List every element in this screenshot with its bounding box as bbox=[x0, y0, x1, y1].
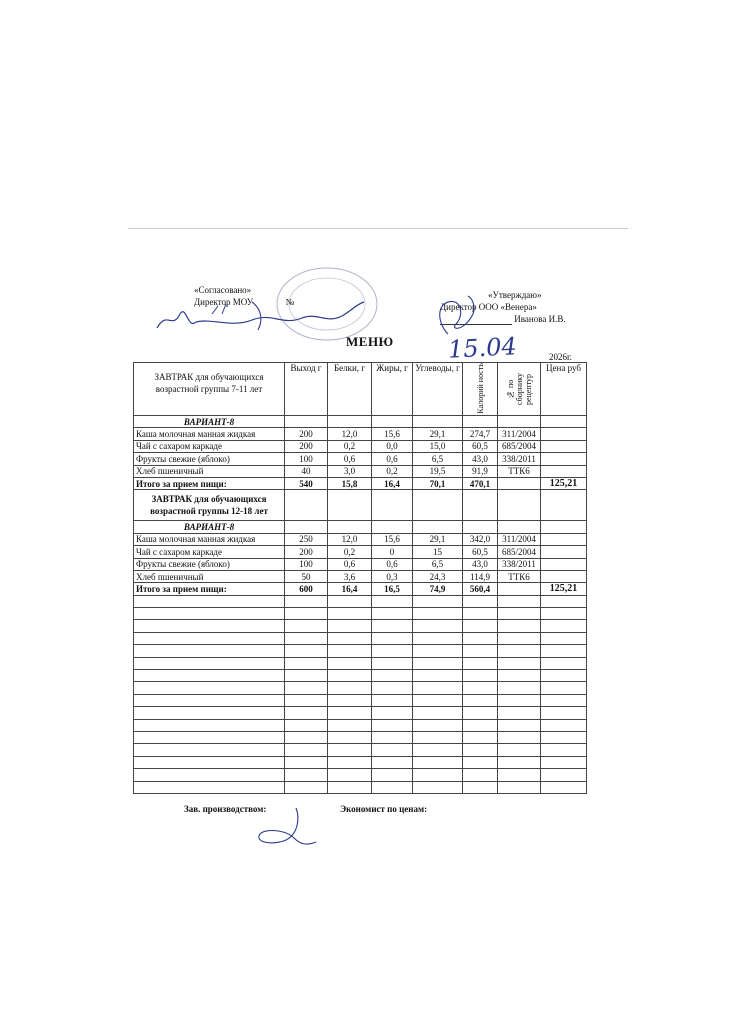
empty-cell bbox=[498, 731, 541, 743]
empty-cell bbox=[285, 769, 328, 781]
total-row: Итого за прием пищи: 540 15,8 16,4 70,1 470,1 125,21 bbox=[134, 477, 587, 489]
empty-cell bbox=[498, 781, 541, 793]
empty-row bbox=[134, 682, 587, 694]
empty-row bbox=[134, 744, 587, 756]
empty-cell bbox=[372, 608, 413, 620]
empty-cell bbox=[541, 781, 587, 793]
table-row: Фрукты свежие (яблоко) 100 0,6 0,6 6,5 43,0 338/2011 bbox=[134, 453, 587, 465]
empty-cell bbox=[413, 632, 463, 644]
empty-row bbox=[134, 620, 587, 632]
empty-row bbox=[134, 632, 587, 644]
empty-cell bbox=[498, 707, 541, 719]
empty-cell bbox=[328, 620, 372, 632]
empty-cell bbox=[328, 719, 372, 731]
variant-row bbox=[134, 521, 587, 533]
empty-cell bbox=[413, 645, 463, 657]
empty-cell bbox=[134, 670, 285, 682]
empty-row bbox=[134, 595, 587, 607]
empty-cell bbox=[285, 595, 328, 607]
empty-cell bbox=[328, 756, 372, 768]
empty-row bbox=[134, 608, 587, 620]
empty-cell bbox=[498, 670, 541, 682]
empty-cell bbox=[463, 731, 498, 743]
economist-label: Экономист по ценам: bbox=[340, 804, 428, 814]
empty-cell bbox=[285, 670, 328, 682]
empty-cell bbox=[541, 670, 587, 682]
empty-cell bbox=[413, 608, 463, 620]
empty-cell bbox=[328, 608, 372, 620]
empty-cell bbox=[285, 781, 328, 793]
empty-cell bbox=[328, 645, 372, 657]
empty-cell bbox=[328, 731, 372, 743]
empty-cell bbox=[372, 769, 413, 781]
empty-cell bbox=[328, 632, 372, 644]
empty-cell bbox=[285, 744, 328, 756]
empty-cell bbox=[541, 608, 587, 620]
empty-cell bbox=[134, 719, 285, 731]
empty-cell bbox=[328, 682, 372, 694]
empty-cell bbox=[463, 657, 498, 669]
empty-cell bbox=[498, 645, 541, 657]
total-row: Итого за прием пищи: 600 16,4 16,5 74,9 560,4 125,21 bbox=[134, 583, 587, 595]
empty-cell bbox=[413, 769, 463, 781]
empty-row bbox=[134, 731, 587, 743]
empty-cell bbox=[413, 682, 463, 694]
col-protein-header: Белки, г bbox=[328, 363, 372, 416]
empty-cell bbox=[372, 632, 413, 644]
col-recipe-header: № по сборнику рецептур bbox=[498, 363, 541, 416]
empty-cell bbox=[134, 694, 285, 706]
empty-cell bbox=[372, 707, 413, 719]
director-company-label: Директор ООО «Венера» bbox=[440, 302, 537, 312]
empty-cell bbox=[285, 657, 328, 669]
empty-cell bbox=[413, 781, 463, 793]
empty-cell bbox=[541, 682, 587, 694]
empty-cell bbox=[134, 756, 285, 768]
empty-cell bbox=[372, 595, 413, 607]
empty-cell bbox=[463, 632, 498, 644]
empty-cell bbox=[134, 645, 285, 657]
empty-cell bbox=[463, 682, 498, 694]
scan-edge-line bbox=[128, 228, 628, 229]
empty-cell bbox=[413, 657, 463, 669]
handwritten-date: 15.04 bbox=[447, 332, 518, 364]
year-label: 2026г. bbox=[549, 352, 572, 362]
empty-row bbox=[134, 707, 587, 719]
agreed-label: «Согласовано» bbox=[194, 285, 252, 295]
table-row: Чай с сахаром каркаде 200 0,2 0,0 15,0 60,5 685/2004 bbox=[134, 440, 587, 452]
production-manager-label: Зав. производством: bbox=[184, 804, 267, 814]
empty-cell bbox=[285, 645, 328, 657]
approve-label: «Утверждаю» bbox=[488, 290, 542, 300]
empty-cell bbox=[413, 595, 463, 607]
empty-cell bbox=[541, 719, 587, 731]
variant-row bbox=[134, 416, 587, 428]
empty-cell bbox=[285, 694, 328, 706]
empty-cell bbox=[413, 744, 463, 756]
empty-cell bbox=[541, 657, 587, 669]
empty-cell bbox=[498, 608, 541, 620]
empty-cell bbox=[285, 756, 328, 768]
empty-cell bbox=[498, 744, 541, 756]
empty-cell bbox=[413, 707, 463, 719]
handwritten-signature-bottom-icon bbox=[236, 804, 346, 854]
empty-cell bbox=[541, 645, 587, 657]
table-row: Каша молочная манная жидкая 250 12,0 15,6 29,1 342,0 311/2004 bbox=[134, 533, 587, 545]
empty-cell bbox=[134, 682, 285, 694]
empty-row bbox=[134, 694, 587, 706]
empty-cell bbox=[134, 781, 285, 793]
empty-cell bbox=[413, 719, 463, 731]
empty-cell bbox=[498, 769, 541, 781]
col-out-header: Выход г bbox=[285, 363, 328, 416]
variant-label: ВАРИАНТ-8 bbox=[134, 521, 285, 533]
empty-cell bbox=[285, 632, 328, 644]
empty-cell bbox=[328, 769, 372, 781]
empty-cell bbox=[372, 645, 413, 657]
empty-cell bbox=[498, 694, 541, 706]
empty-cell bbox=[372, 756, 413, 768]
empty-cell bbox=[413, 694, 463, 706]
empty-cell bbox=[463, 608, 498, 620]
empty-cell bbox=[498, 620, 541, 632]
empty-cell bbox=[285, 682, 328, 694]
empty-cell bbox=[134, 731, 285, 743]
empty-rows bbox=[134, 595, 587, 793]
empty-cell bbox=[372, 682, 413, 694]
table-row: Фрукты свежие (яблоко) 100 0,6 0,6 6,5 43,0 338/2011 bbox=[134, 558, 587, 570]
empty-cell bbox=[285, 620, 328, 632]
empty-row bbox=[134, 645, 587, 657]
empty-cell bbox=[541, 632, 587, 644]
empty-cell bbox=[285, 608, 328, 620]
empty-cell bbox=[372, 731, 413, 743]
empty-cell bbox=[541, 595, 587, 607]
empty-cell bbox=[413, 620, 463, 632]
empty-cell bbox=[134, 632, 285, 644]
empty-cell bbox=[134, 657, 285, 669]
empty-cell bbox=[372, 744, 413, 756]
empty-cell bbox=[372, 670, 413, 682]
empty-cell bbox=[328, 657, 372, 669]
empty-cell bbox=[498, 756, 541, 768]
empty-row bbox=[134, 657, 587, 669]
group2-heading-row bbox=[134, 490, 587, 521]
empty-cell bbox=[328, 707, 372, 719]
empty-cell bbox=[134, 620, 285, 632]
empty-cell bbox=[541, 731, 587, 743]
empty-row bbox=[134, 719, 587, 731]
table-row: Хлеб пшеничный 40 3,0 0,2 19,5 91,9 ТТК6 bbox=[134, 465, 587, 477]
empty-cell bbox=[498, 632, 541, 644]
table-header-row bbox=[134, 363, 587, 416]
number-sign: № bbox=[285, 297, 295, 307]
empty-cell bbox=[541, 756, 587, 768]
empty-cell bbox=[413, 756, 463, 768]
empty-cell bbox=[134, 707, 285, 719]
empty-row bbox=[134, 670, 587, 682]
empty-cell bbox=[463, 645, 498, 657]
empty-cell bbox=[463, 620, 498, 632]
empty-cell bbox=[541, 694, 587, 706]
empty-cell bbox=[541, 744, 587, 756]
empty-cell bbox=[498, 682, 541, 694]
col-carb-header: Углеводы, г bbox=[413, 363, 463, 416]
empty-cell bbox=[463, 769, 498, 781]
director-name: Иванова И.В. bbox=[514, 314, 566, 324]
empty-cell bbox=[463, 719, 498, 731]
empty-cell bbox=[498, 719, 541, 731]
empty-cell bbox=[328, 595, 372, 607]
empty-cell bbox=[498, 657, 541, 669]
empty-cell bbox=[413, 670, 463, 682]
empty-cell bbox=[372, 620, 413, 632]
group1-heading: ЗАВТРАК для обучающихся возрастной группы 7-11 лет bbox=[134, 363, 285, 416]
col-price-header: Цена руб bbox=[541, 363, 587, 416]
empty-cell bbox=[372, 719, 413, 731]
menu-table bbox=[133, 362, 587, 794]
empty-cell bbox=[541, 620, 587, 632]
page-title: МЕНЮ bbox=[346, 334, 394, 349]
empty-cell bbox=[285, 719, 328, 731]
empty-cell bbox=[413, 731, 463, 743]
variant-label: ВАРИАНТ-8 bbox=[134, 416, 285, 428]
empty-cell bbox=[328, 694, 372, 706]
table-row: Чай с сахаром каркаде 200 0,2 0 15 60,5 685/2004 bbox=[134, 546, 587, 558]
table-row: Хлеб пшеничный 50 3,6 0,3 24,3 114,9 ТТК6 bbox=[134, 570, 587, 582]
empty-cell bbox=[285, 731, 328, 743]
empty-cell bbox=[463, 595, 498, 607]
col-fat-header: Жиры, г bbox=[372, 363, 413, 416]
empty-cell bbox=[134, 769, 285, 781]
empty-row bbox=[134, 769, 587, 781]
empty-row bbox=[134, 756, 587, 768]
empty-cell bbox=[328, 670, 372, 682]
director-school-label: Директор МОУ bbox=[194, 297, 254, 307]
empty-cell bbox=[463, 781, 498, 793]
empty-cell bbox=[541, 707, 587, 719]
group2-heading: ЗАВТРАК для обучающихся возрастной группы 12-18 лет bbox=[134, 490, 285, 521]
col-kcal-header: Калорий ность bbox=[463, 363, 498, 416]
empty-cell bbox=[134, 608, 285, 620]
empty-cell bbox=[372, 694, 413, 706]
empty-cell bbox=[372, 657, 413, 669]
handwritten-signature-right-icon bbox=[418, 294, 488, 339]
empty-row bbox=[134, 781, 587, 793]
empty-cell bbox=[328, 744, 372, 756]
empty-cell bbox=[134, 595, 285, 607]
empty-cell bbox=[463, 744, 498, 756]
empty-cell bbox=[134, 744, 285, 756]
table-row: Каша молочная манная жидкая 200 12,0 15,6 29,1 274,7 311/2004 bbox=[134, 428, 587, 440]
empty-cell bbox=[463, 756, 498, 768]
empty-cell bbox=[372, 781, 413, 793]
empty-cell bbox=[285, 707, 328, 719]
empty-cell bbox=[498, 595, 541, 607]
empty-cell bbox=[463, 694, 498, 706]
empty-cell bbox=[463, 670, 498, 682]
empty-cell bbox=[463, 707, 498, 719]
empty-cell bbox=[541, 769, 587, 781]
empty-cell bbox=[328, 781, 372, 793]
